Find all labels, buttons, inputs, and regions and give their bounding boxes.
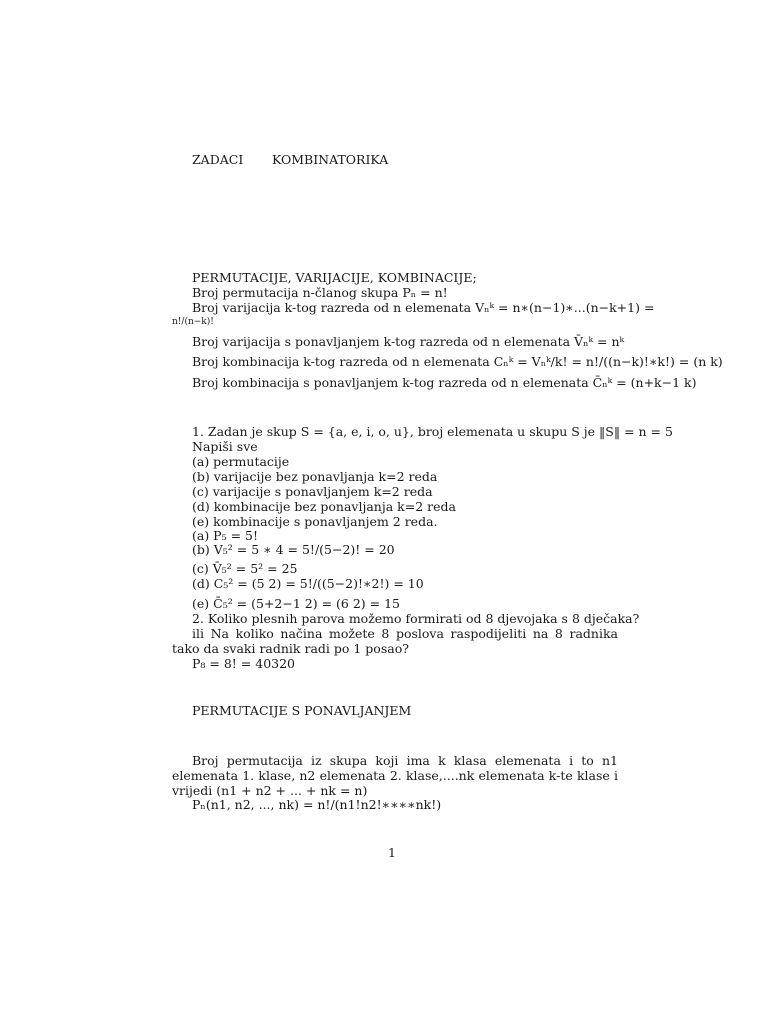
page-number: 1 — [388, 845, 396, 860]
task1-item-e: (e) kombinacije s ponavljanjem 2 reda. — [192, 514, 438, 529]
task1-item-a: (a) permutacije — [192, 454, 290, 469]
task1-result-d: (d) C₅² = (5 2) = 5!/((5−2)!∗2!) = 10 — [192, 576, 424, 591]
task1-result-e: (e) C̄₅² = (5+2−1 2) = (6 2) = 15 — [192, 596, 400, 611]
permutacije-ponavljanje-text: Broj permutacija iz skupa koji ima k klasa elemenata i to n1 elemenata 1. klase, n2 elemenata 2. klase,....nk elemenata k-te klase i vrijedi (n1 + n2 + ... + nk = n) — [172, 753, 618, 798]
task1-statement: 1. Zadan je skup S = {a, e, i, o, u}, broj elemenata u skupu S je ‖S‖ = n = 5 — [192, 424, 673, 439]
section-heading-permutacije: PERMUTACIJE, VARIJACIJE, KOMBINACIJE; — [192, 270, 477, 285]
header-kombinatorika: KOMBINATORIKA — [272, 152, 389, 167]
formula-varijacija: Broj varijacija k-tog razreda od n elemenata Vₙᵏ = n∗(n−1)∗...(n−k+1) = — [192, 300, 655, 315]
task1-item-c: (c) varijacije s ponavljanjem k=2 reda — [192, 484, 433, 499]
formula-permutacija: Broj permutacija n-članog skupa Pₙ = n! — [192, 285, 448, 300]
task2-alt-question-text: ili Na koliko načina možete 8 poslova raspodijeliti na 8 radnika tako da svaki radnik radi po 1 posao? — [172, 626, 618, 656]
task2-result: P₈ = 8! = 40320 — [192, 656, 296, 671]
permutacije-ponavljanje-description — [172, 753, 618, 798]
task2-alt-question — [172, 626, 618, 656]
task1-result-c: (c) V̄₅² = 5² = 25 — [192, 561, 298, 576]
task1-item-b: (b) varijacije bez ponavljanja k=2 reda — [192, 469, 438, 484]
formula-permutacije-ponavljanje: Pₙ(n1, n2, ..., nk) = n!/(n1!n2!∗∗∗∗nk!) — [192, 797, 442, 812]
formula-varijacija-fraction: n!/(n−k)! — [172, 317, 214, 327]
task2-question: 2. Koliko plesnih parova možemo formirati od 8 djevojaka s 8 dječaka? — [192, 611, 640, 626]
task1-result-a: (a) P₅ = 5! — [192, 528, 258, 543]
task1-result-b: (b) V₅² = 5 ∗ 4 = 5!/(5−2)! = 20 — [192, 542, 395, 557]
formula-varijacija-ponavljanje: Broj varijacija s ponavljanjem k-tog razreda od n elemenata V̄ₙᵏ = nᵏ — [192, 334, 625, 349]
task1-instruction: Napiši sve — [192, 439, 258, 454]
section-heading-permutacije-ponavljanje: PERMUTACIJE S PONAVLJANJEM — [192, 703, 412, 718]
formula-kombinacija-ponavljanje: Broj kombinacija s ponavljanjem k-tog razreda od n elemenata C̄ₙᵏ = (n+k−1 k) — [192, 375, 697, 390]
header-zadaci: ZADACI — [192, 152, 244, 167]
formula-kombinacija: Broj kombinacija k-tog razreda od n elemenata Cₙᵏ = Vₙᵏ/k! = n!/((n−k)!∗k!) = (n k) — [192, 354, 723, 369]
task1-item-d: (d) kombinacije bez ponavljanja k=2 reda — [192, 499, 456, 514]
